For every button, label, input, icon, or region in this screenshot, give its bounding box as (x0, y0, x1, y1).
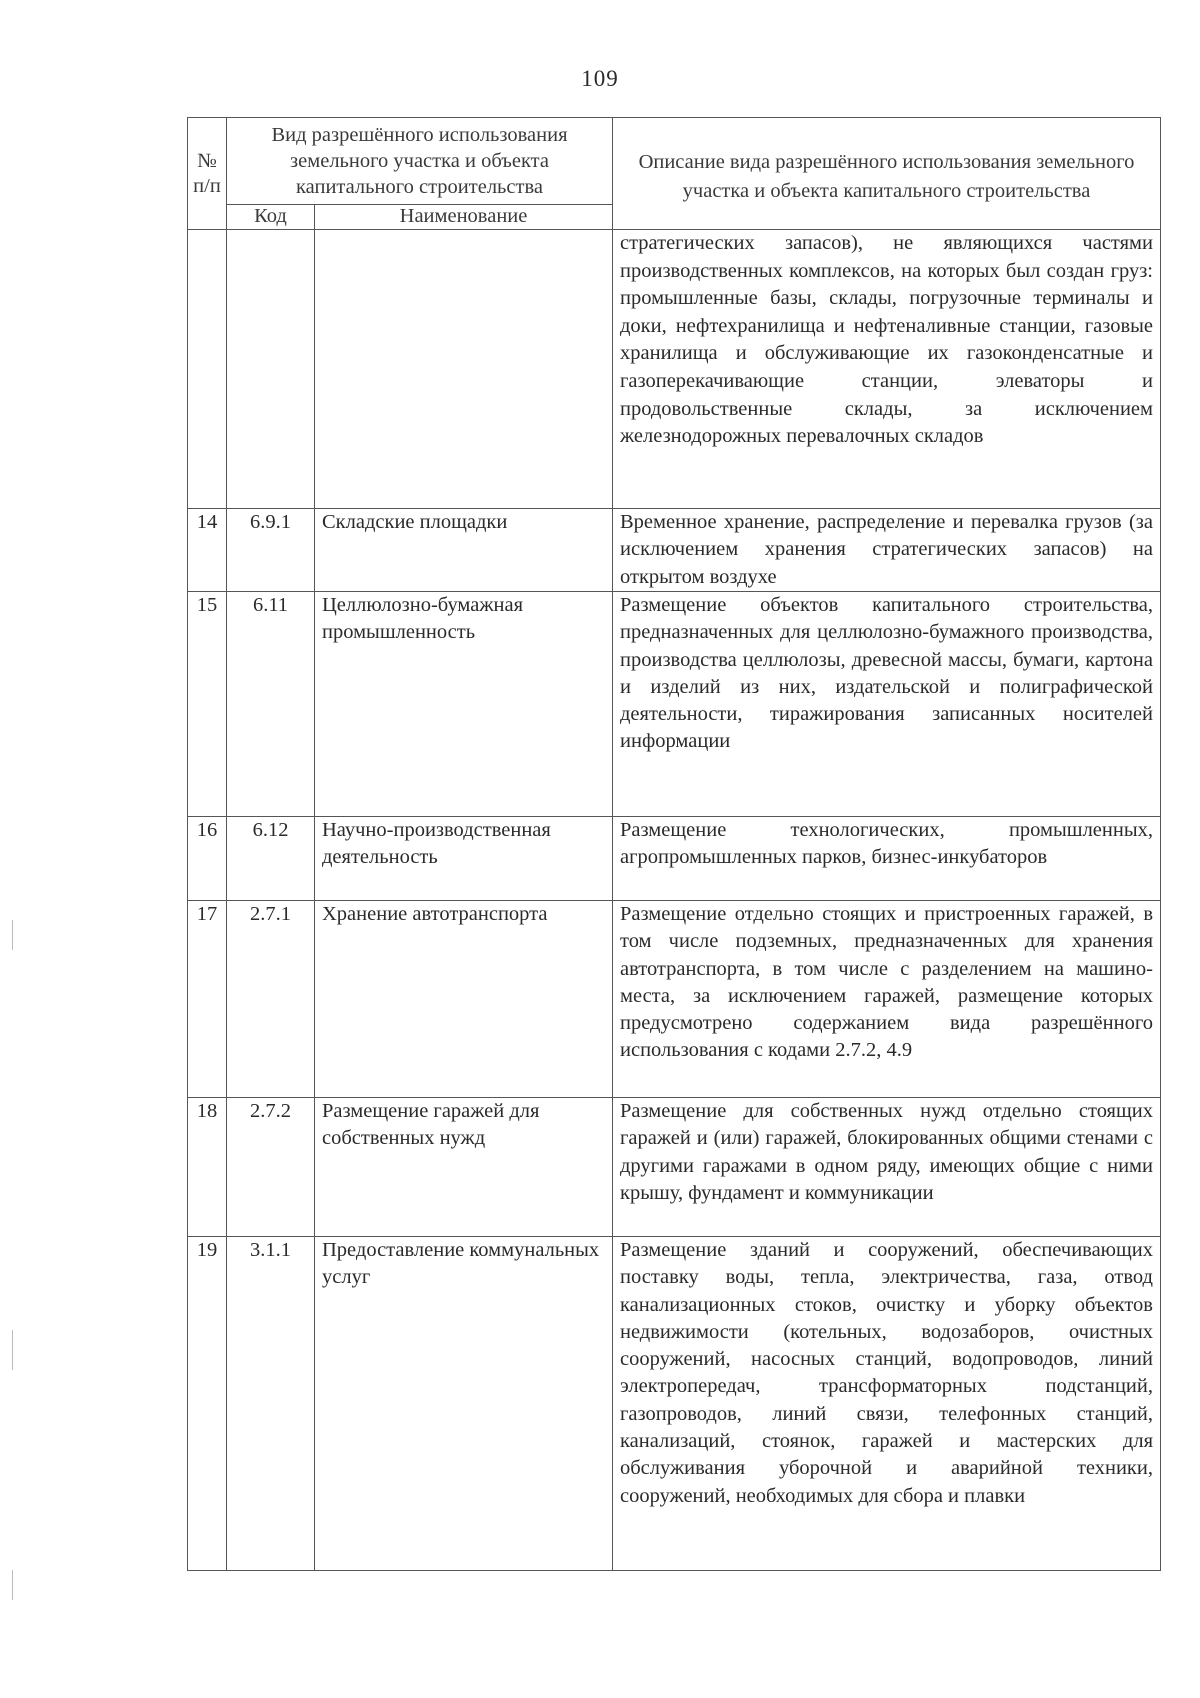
header-code: Код (227, 205, 315, 230)
row-description: Размещение объектов капитального строительства, предназначенных для целлюлозно-бумажного производства, производства целлюлозы, древесной массы, бумаги, картона и изделий из них, издательской и полиграфической деятельности, тиражирования записанных носителей информации (613, 592, 1161, 817)
row-code: 6.11 (227, 592, 315, 817)
table-header (188, 118, 1161, 230)
row-code: 2.7.2 (227, 1098, 315, 1237)
row-name: Хранение автотранспорта (315, 901, 613, 1098)
land-use-table (187, 117, 1161, 1571)
row-code: 6.12 (227, 817, 315, 901)
page-number: 109 (581, 66, 619, 91)
table-row (188, 1237, 1161, 1571)
row-name: Складские площадки (315, 509, 613, 592)
scan-margin-mark (12, 1330, 13, 1370)
row-number: 16 (188, 817, 227, 901)
header-permitted-use-type: Вид разрешённого использования земельного участка и объекта капитального строительства (227, 118, 613, 205)
table-row (188, 817, 1161, 901)
row-number: 19 (188, 1237, 227, 1571)
row-code: 3.1.1 (227, 1237, 315, 1571)
row-number: 18 (188, 1098, 227, 1237)
row-name: Размещение гаражей для собственных нужд (315, 1098, 613, 1237)
row-code: 6.9.1 (227, 509, 315, 592)
row-number (188, 230, 227, 509)
scan-margin-mark (12, 920, 13, 950)
row-name: Предоставление коммунальных услуг (315, 1237, 613, 1571)
row-number: 15 (188, 592, 227, 817)
table-row (188, 592, 1161, 817)
row-name (315, 230, 613, 509)
row-code (227, 230, 315, 509)
row-name: Научно-производственная деятельность (315, 817, 613, 901)
row-number: 17 (188, 901, 227, 1098)
scan-margin-mark (12, 1570, 13, 1600)
row-code: 2.7.1 (227, 901, 315, 1098)
row-description: Размещение зданий и сооружений, обеспечивающих поставку воды, тепла, электричества, газа, отвод канализационных стоков, очистку и уборку объектов недвижимости (котельных, водозаборов, очистных сооружений, насосных станций, водопроводов, линий электропередач, трансформаторных подстанций, газопроводов, линий связи, телефонных станций, канализаций, стоянок, гаражей и мастерских для обслуживания уборочной и аварийной техники, сооружений, необходимых для сбора и плавки (613, 1237, 1161, 1571)
header-number: № п/п (188, 118, 227, 230)
row-name: Целлюлозно-бумажная промышленность (315, 592, 613, 817)
row-number: 14 (188, 509, 227, 592)
header-name: Наименование (315, 205, 613, 230)
row-description: стратегических запасов), не являющихся частями производственных комплексов, на которых был создан груз: промышленные базы, склады, погрузочные терминалы и доки, нефтехранилища и нефтеналивные станции, газовые хранилища и обслуживающие их газоконденсатные и газоперекачивающие станции, элеваторы и продовольственные склады, за исключением железнодорожных перевалочных складов (613, 230, 1161, 509)
row-description: Размещение отдельно стоящих и пристроенных гаражей, в том числе подземных, предназначенных для хранения автотранспорта, в том числе с разделением на машино-места, за исключением гаражей, размещение которых предусмотрено содержанием вида разрешённого использования с кодами 2.7.2, 4.9 (613, 901, 1161, 1098)
header-description: Описание вида разрешённого использования земельного участка и объекта капитального строительства (613, 118, 1161, 230)
table-row (188, 901, 1161, 1098)
table-row-continuation (188, 230, 1161, 509)
row-description: Размещение технологических, промышленных, агропромышленных парков, бизнес-инкубаторов (613, 817, 1161, 901)
table-row (188, 1098, 1161, 1237)
row-description: Размещение для собственных нужд отдельно стоящих гаражей и (или) гаражей, блокированных общими стенами с другими гаражами в одном ряду, имеющих общие с ними крышу, фундамент и коммуникации (613, 1098, 1161, 1237)
row-description: Временное хранение, распределение и перевалка грузов (за исключением хранения стратегических запасов) на открытом воздухе (613, 509, 1161, 592)
table-row (188, 509, 1161, 592)
